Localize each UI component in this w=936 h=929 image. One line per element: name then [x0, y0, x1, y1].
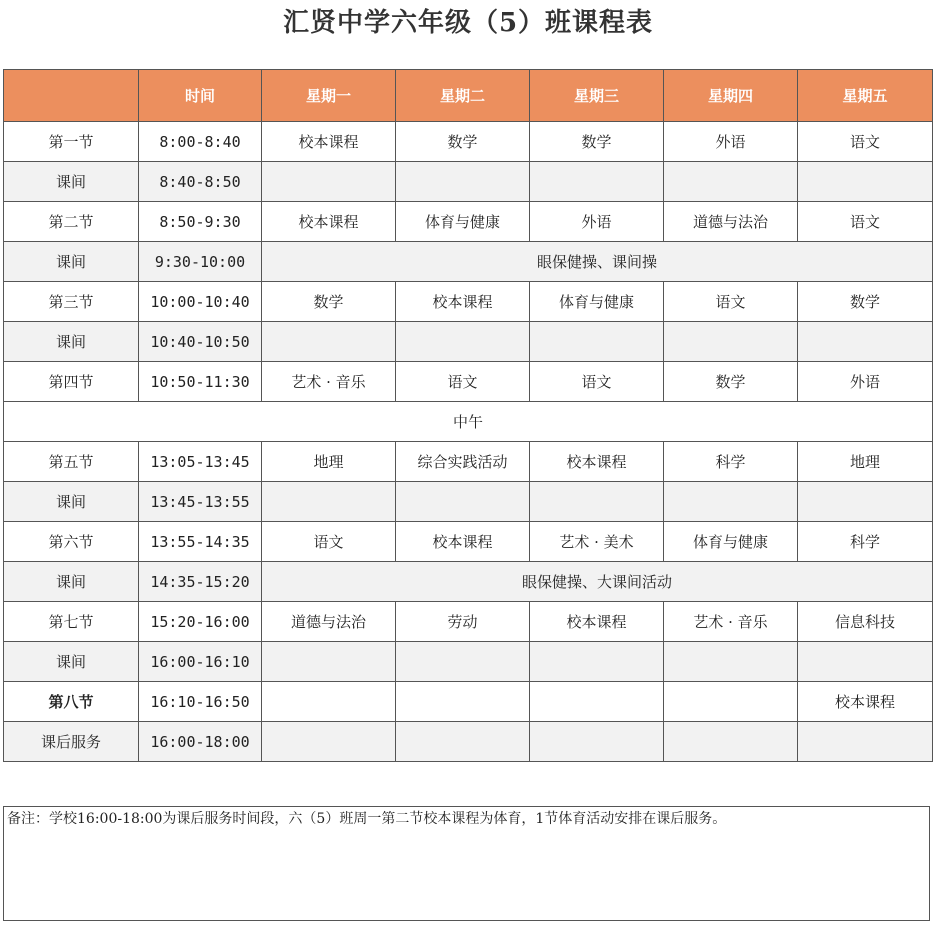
course-cell: 信息科技 — [798, 602, 933, 642]
course-cell — [664, 682, 798, 722]
period-time: 16:00-16:10 — [139, 642, 262, 682]
period-label: 课间 — [4, 562, 139, 602]
period-label: 课间 — [4, 482, 139, 522]
period-label: 第八节 — [4, 682, 139, 722]
course-cell: 校本课程 — [530, 602, 664, 642]
course-cell: 校本课程 — [262, 122, 396, 162]
header-cell-thursday: 星期四 — [664, 70, 798, 122]
period-label: 第四节 — [4, 362, 139, 402]
course-cell: 艺术 · 美术 — [530, 522, 664, 562]
period-label: 课后服务 — [4, 722, 139, 762]
break-activity-cell: 眼保健操、大课间活动 — [262, 562, 933, 602]
course-cell: 校本课程 — [396, 522, 530, 562]
table-row — [4, 562, 933, 602]
period-time: 10:00-10:40 — [139, 282, 262, 322]
course-cell: 数学 — [664, 362, 798, 402]
course-cell — [664, 322, 798, 362]
course-cell — [798, 162, 933, 202]
course-cell: 校本课程 — [798, 682, 933, 722]
header-cell-friday: 星期五 — [798, 70, 933, 122]
course-cell: 科学 — [664, 442, 798, 482]
course-cell: 数学 — [530, 122, 664, 162]
course-cell: 语文 — [262, 522, 396, 562]
period-label: 第一节 — [4, 122, 139, 162]
course-cell: 校本课程 — [262, 202, 396, 242]
course-cell: 外语 — [664, 122, 798, 162]
course-cell: 体育与健康 — [530, 282, 664, 322]
course-cell — [798, 642, 933, 682]
course-cell — [262, 322, 396, 362]
header-cell-wednesday: 星期三 — [530, 70, 664, 122]
course-cell — [664, 162, 798, 202]
period-time: 8:00-8:40 — [139, 122, 262, 162]
course-cell — [262, 482, 396, 522]
table-row — [4, 602, 933, 642]
period-time: 8:40-8:50 — [139, 162, 262, 202]
course-cell: 语文 — [396, 362, 530, 402]
course-cell: 校本课程 — [530, 442, 664, 482]
course-cell — [396, 722, 530, 762]
course-cell — [396, 162, 530, 202]
course-cell: 校本课程 — [396, 282, 530, 322]
table-row — [4, 282, 933, 322]
course-cell — [664, 482, 798, 522]
page-title: 汇贤中学六年级（5）班课程表 — [282, 8, 654, 38]
header-cell-time: 时间 — [139, 70, 262, 122]
course-cell — [262, 682, 396, 722]
remarks-box: 备注：学校16:00-18:00为课后服务时间段，六（5）班周一第二节校本课程为体育，1节体育活动安排在课后服务。 — [3, 806, 930, 921]
period-label: 第七节 — [4, 602, 139, 642]
course-cell — [262, 642, 396, 682]
period-time: 13:55-14:35 — [139, 522, 262, 562]
period-time: 9:30-10:00 — [139, 242, 262, 282]
course-cell — [530, 722, 664, 762]
header-cell-tuesday: 星期二 — [396, 70, 530, 122]
break-activity-cell: 眼保健操、课间操 — [262, 242, 933, 282]
period-time: 10:50-11:30 — [139, 362, 262, 402]
period-label: 第三节 — [4, 282, 139, 322]
course-cell: 体育与健康 — [664, 522, 798, 562]
period-label: 课间 — [4, 322, 139, 362]
course-cell — [262, 722, 396, 762]
course-cell — [798, 322, 933, 362]
course-cell: 语文 — [798, 122, 933, 162]
course-cell: 语文 — [664, 282, 798, 322]
schedule-table — [3, 69, 933, 762]
table-row — [4, 202, 933, 242]
table-row — [4, 442, 933, 482]
period-time: 8:50-9:30 — [139, 202, 262, 242]
period-label: 第六节 — [4, 522, 139, 562]
course-cell — [664, 722, 798, 762]
table-row — [4, 402, 933, 442]
header-cell-monday: 星期一 — [262, 70, 396, 122]
table-row — [4, 242, 933, 282]
table-row — [4, 362, 933, 402]
course-cell: 劳动 — [396, 602, 530, 642]
course-cell — [530, 642, 664, 682]
course-cell: 数学 — [798, 282, 933, 322]
period-label: 第五节 — [4, 442, 139, 482]
course-cell — [396, 642, 530, 682]
course-cell: 语文 — [798, 202, 933, 242]
course-cell — [396, 322, 530, 362]
course-cell: 数学 — [262, 282, 396, 322]
course-cell — [798, 722, 933, 762]
course-cell — [530, 162, 664, 202]
period-label: 课间 — [4, 162, 139, 202]
table-row — [4, 322, 933, 362]
course-cell: 艺术 · 音乐 — [262, 362, 396, 402]
course-cell — [530, 482, 664, 522]
period-time: 16:10-16:50 — [139, 682, 262, 722]
period-label: 课间 — [4, 242, 139, 282]
course-cell: 外语 — [798, 362, 933, 402]
course-cell: 地理 — [262, 442, 396, 482]
course-cell — [396, 682, 530, 722]
course-cell: 道德与法治 — [262, 602, 396, 642]
course-cell — [262, 162, 396, 202]
period-label: 课间 — [4, 642, 139, 682]
course-cell: 体育与健康 — [396, 202, 530, 242]
table-row — [4, 162, 933, 202]
course-cell — [396, 482, 530, 522]
course-cell — [798, 482, 933, 522]
course-cell: 艺术 · 音乐 — [664, 602, 798, 642]
table-row — [4, 522, 933, 562]
period-label: 第二节 — [4, 202, 139, 242]
period-time: 16:00-18:00 — [139, 722, 262, 762]
table-row — [4, 642, 933, 682]
period-time: 15:20-16:00 — [139, 602, 262, 642]
course-cell: 科学 — [798, 522, 933, 562]
table-row — [4, 482, 933, 522]
table-row — [4, 122, 933, 162]
header-row — [4, 70, 933, 122]
course-cell: 道德与法治 — [664, 202, 798, 242]
course-cell — [664, 642, 798, 682]
course-cell: 综合实践活动 — [396, 442, 530, 482]
course-cell: 地理 — [798, 442, 933, 482]
period-time: 13:05-13:45 — [139, 442, 262, 482]
course-cell: 外语 — [530, 202, 664, 242]
course-cell: 数学 — [396, 122, 530, 162]
header-cell-blank — [4, 70, 139, 122]
period-time: 14:35-15:20 — [139, 562, 262, 602]
period-time: 10:40-10:50 — [139, 322, 262, 362]
course-cell: 语文 — [530, 362, 664, 402]
course-cell — [530, 682, 664, 722]
period-time: 13:45-13:55 — [139, 482, 262, 522]
table-row — [4, 722, 933, 762]
table-row — [4, 682, 933, 722]
lunch-break-cell: 中午 — [4, 402, 933, 442]
course-cell — [530, 322, 664, 362]
